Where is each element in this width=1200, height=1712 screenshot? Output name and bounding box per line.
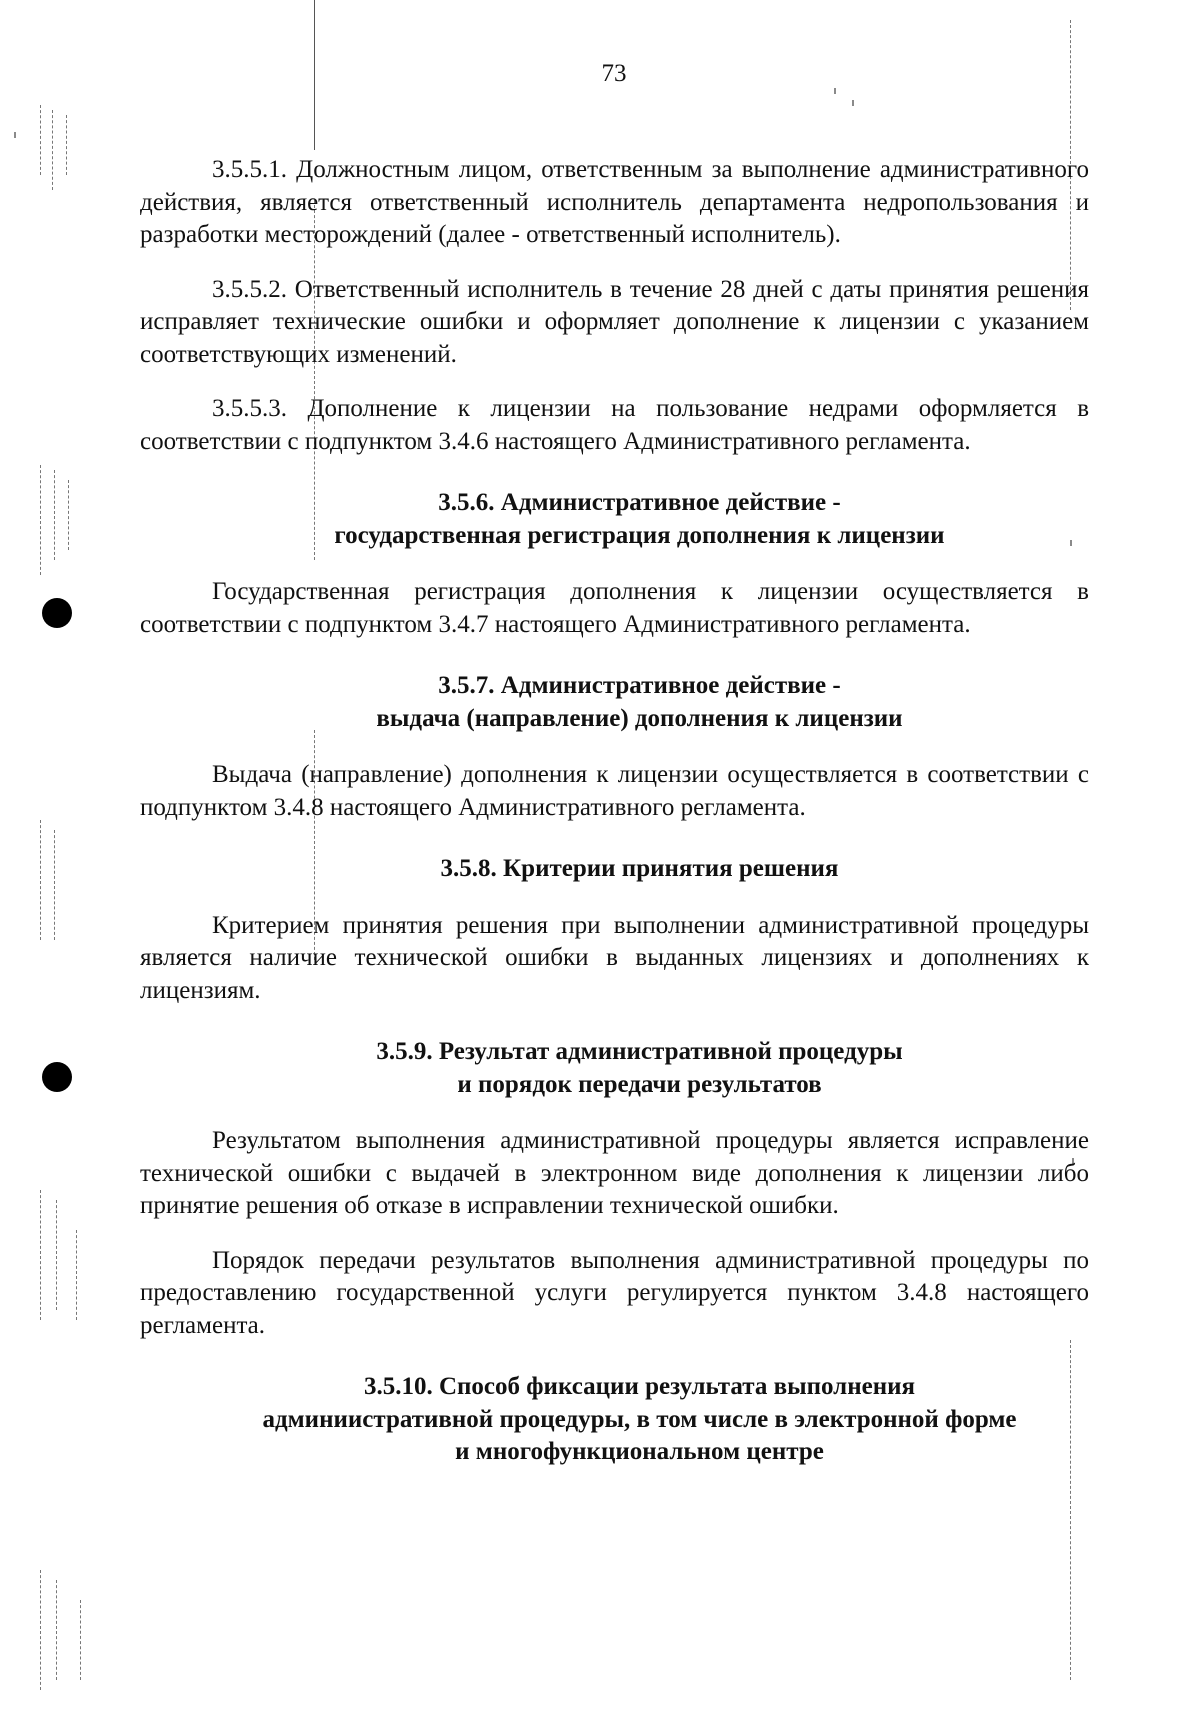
heading-line: выдача (направление) дополнения к лицензии (376, 704, 903, 732)
scan-edge-noise (66, 115, 67, 175)
section-heading-3-5-9 (140, 1036, 1089, 1101)
scan-edge-noise (76, 1230, 77, 1320)
scan-edge-noise (40, 1190, 41, 1320)
section-heading-3-5-8 (140, 853, 1089, 886)
scan-edge-noise (56, 1200, 57, 1310)
paragraph-3-5-6: Государственная регистрация дополнения к лицензии осуществляется в соответствии с подпунктом 3.4.7 настоящего Административного регламента. (140, 578, 1089, 638)
page-number: 73 (601, 60, 627, 87)
punch-hole-mark (42, 1062, 72, 1092)
scan-speckle (852, 100, 854, 106)
punch-hole-mark (42, 598, 72, 628)
document-body (140, 154, 1089, 1469)
paragraph-3-5-5-1: 3.5.5.1. Должностным лицом, ответственным за выполнение административного действия, является ответственный исполнитель департамента недропользования и разработки месторождений (далее - ответственный исполнитель). (140, 156, 1089, 248)
paragraph-3-5-9-order: Порядок передачи результатов выполнения административной процедуры по предоставлению государственной услуги регулируется пунктом 3.4.8 настоящего регламента. (140, 1246, 1089, 1339)
paragraph-3-5-5-3: 3.5.5.3. Дополнение к лицензии на пользование недрами оформляется в соответствии с подпунктом 3.4.6 настоящего Административного регламента. (140, 395, 1089, 455)
paragraph-3-5-9-result: Результатом выполнения административной процедуры является исправление технической ошибки с выдачей в электронном виде дополнения к лицензии либо принятие решения об отказе в исправлении технической ошибки. (140, 1127, 1089, 1219)
heading-line: и порядок передачи результатов (457, 1070, 822, 1098)
heading-line: и многофункциональном центре (455, 1438, 824, 1465)
scan-edge-noise (54, 470, 55, 560)
scan-edge-noise (54, 830, 55, 940)
heading-line: 3.5.7. Административное действие - (438, 672, 841, 699)
scan-speckle (834, 88, 836, 94)
section-heading-3-5-6 (140, 487, 1089, 552)
scan-edge-noise (40, 820, 41, 940)
heading-line: админиистративной процедуры, в том числе в электронной форме (262, 1405, 1017, 1433)
paragraph-3-5-7: Выдача (направление) дополнения к лицензии осуществляется в соответствии с подпунктом 3.4.8 настоящего Административного регламента. (140, 761, 1089, 821)
section-heading-3-5-10 (140, 1371, 1089, 1469)
heading-line: государственная регистрация дополнения к лицензии (334, 521, 945, 549)
heading-line: 3.5.8. Критерии принятия решения (440, 855, 839, 882)
scan-edge-noise (40, 105, 41, 175)
scan-edge-noise (80, 1600, 81, 1680)
paragraph-3-5-8: Критерием принятия решения при выполнении административной процедуры является наличие технической ошибки в выданных лицензиях и дополнениях к лицензиям. (140, 911, 1089, 1004)
heading-line: 3.5.9. Результат административной процедуры (376, 1038, 903, 1065)
scan-edge-noise (40, 465, 41, 575)
scan-edge-noise (40, 1570, 41, 1690)
scan-speckle (14, 132, 16, 138)
scan-edge-noise (56, 1580, 57, 1680)
scan-edge-noise (52, 110, 53, 190)
heading-line: 3.5.6. Административное действие - (438, 489, 841, 516)
paragraph-3-5-5-2: 3.5.5.2. Ответственный исполнитель в течение 28 дней с даты принятия решения исправляет технические ошибки и оформляет дополнение к лицензии с указанием соответствующих изменений. (140, 275, 1089, 368)
section-heading-3-5-7 (140, 670, 1089, 735)
heading-line: 3.5.10. Способ фиксации результата выполнения (363, 1373, 916, 1400)
scan-edge-noise (68, 480, 69, 550)
